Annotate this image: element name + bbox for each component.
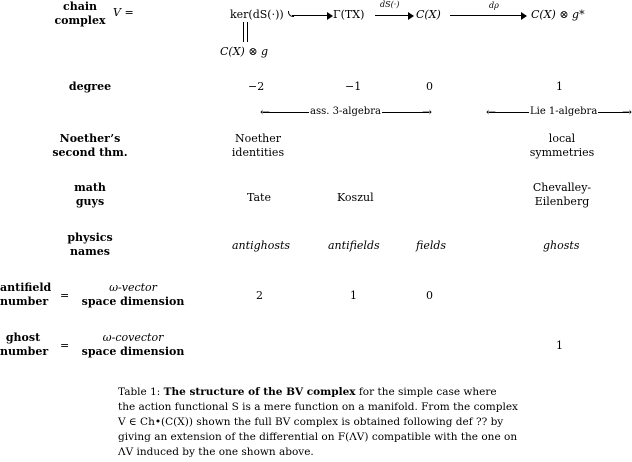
noether-identities-line2: identities xyxy=(231,146,285,159)
row-label-noether xyxy=(50,132,130,160)
ghost-col4: 1 xyxy=(556,339,563,352)
caption-line5: ΛV induced by the one shown above. xyxy=(118,446,314,458)
noether-col4 xyxy=(527,132,597,160)
math-col4 xyxy=(527,181,597,209)
antifield-description xyxy=(78,281,188,309)
equality-bar xyxy=(243,22,248,42)
caption-prefix: Table 1: xyxy=(118,386,161,398)
physics-col4: ghosts xyxy=(543,239,580,252)
math-col2: Koszul xyxy=(337,191,374,204)
arrow-label-drho: dρ xyxy=(489,1,499,10)
physics-col1: antighosts xyxy=(232,239,291,252)
local-symmetries-line1: local xyxy=(548,132,576,145)
antifield-desc-line2: space dimension xyxy=(81,295,185,308)
caption-line2: the action functional S is a mere function on a manifold. From the complex xyxy=(118,401,518,413)
math-col1: Tate xyxy=(247,191,271,204)
caption-line4: giving an extension of the differential on F(ΛV) compatible with the one on xyxy=(118,431,518,443)
diagram-cx: C(X) xyxy=(416,8,441,21)
bracket-lie-1-algebra xyxy=(489,106,629,117)
v-equals: V = xyxy=(113,6,134,19)
degree-col1: −2 xyxy=(248,80,265,93)
degree-col4: 1 xyxy=(556,80,563,93)
arrow-label-ds: dS(·) xyxy=(380,0,400,9)
physics-label-line1: physics xyxy=(67,231,113,244)
bracket-right-label: ← Lie 1-algebra xyxy=(530,106,598,117)
ds-arrow xyxy=(375,15,413,16)
inclusion-arrow xyxy=(292,15,332,16)
chevalley-line1: Chevalley- xyxy=(532,181,592,194)
antifield-label-line2: number xyxy=(0,295,49,308)
chevalley-line2: Eilenberg xyxy=(534,195,590,208)
ghost-label-line1: ghost xyxy=(5,331,41,344)
ghost-description xyxy=(78,331,188,359)
noether-identities-line1: Noether xyxy=(234,132,282,145)
physics-col3: fields xyxy=(416,239,447,252)
degree-col2: −1 xyxy=(345,80,362,93)
row-label-ghost-number xyxy=(0,331,49,359)
row-label-chain-complex xyxy=(50,0,110,28)
chain-label-line2: complex xyxy=(54,14,106,27)
noether-label-line2: second thm. xyxy=(52,146,128,159)
ghost-equals: = xyxy=(60,339,70,352)
ghost-desc-line2: space dimension xyxy=(81,345,185,358)
antifield-desc-line1: ω-vector xyxy=(109,281,157,294)
chain-label-line1: chain xyxy=(63,0,97,13)
bracket-left-label: ← ass. 3-algebra xyxy=(310,106,381,117)
caption-line1-rest: for the simple case where xyxy=(358,386,497,398)
bracket-ass-3-algebra xyxy=(263,106,429,117)
antifield-col2: 1 xyxy=(350,289,357,302)
antifield-col1: 2 xyxy=(256,289,263,302)
noether-col1 xyxy=(228,132,288,160)
row-label-degree: degree xyxy=(68,80,112,93)
diagram-cxg-bottom: C(X) ⊗ g xyxy=(220,45,269,58)
diagram-gamma: Γ(TX) xyxy=(333,8,365,21)
antifield-label-line1: antifield xyxy=(0,281,52,294)
ghost-label-line2: number xyxy=(0,345,49,358)
physics-col2: antifields xyxy=(328,239,380,252)
antifield-equals: = xyxy=(60,289,70,302)
degree-col3: 0 xyxy=(426,80,433,93)
table-caption xyxy=(118,385,528,460)
ghost-desc-line1: ω-covector xyxy=(102,331,164,344)
noether-label-line1: Noether’s xyxy=(59,132,121,145)
drho-arrow xyxy=(450,15,526,16)
caption-line3: V ∈ Ch•(C(X)) shown the full BV complex is obtained following def ?? by xyxy=(118,416,504,428)
local-symmetries-line2: symmetries xyxy=(529,146,595,159)
row-label-antifield-number xyxy=(0,281,52,309)
diagram-ker: ker(dS(·)) xyxy=(230,8,284,21)
antifield-col3: 0 xyxy=(426,289,433,302)
math-label-line2: guys xyxy=(75,195,105,208)
caption-line1 xyxy=(118,385,528,400)
row-label-physics-names xyxy=(60,231,120,259)
physics-label-line2: names xyxy=(70,245,110,258)
diagram-cxg-dual: C(X) ⊗ g* xyxy=(531,8,585,21)
caption-title: The structure of the BV complex xyxy=(163,386,356,398)
math-label-line1: math xyxy=(74,181,106,194)
row-label-math-guys xyxy=(60,181,120,209)
